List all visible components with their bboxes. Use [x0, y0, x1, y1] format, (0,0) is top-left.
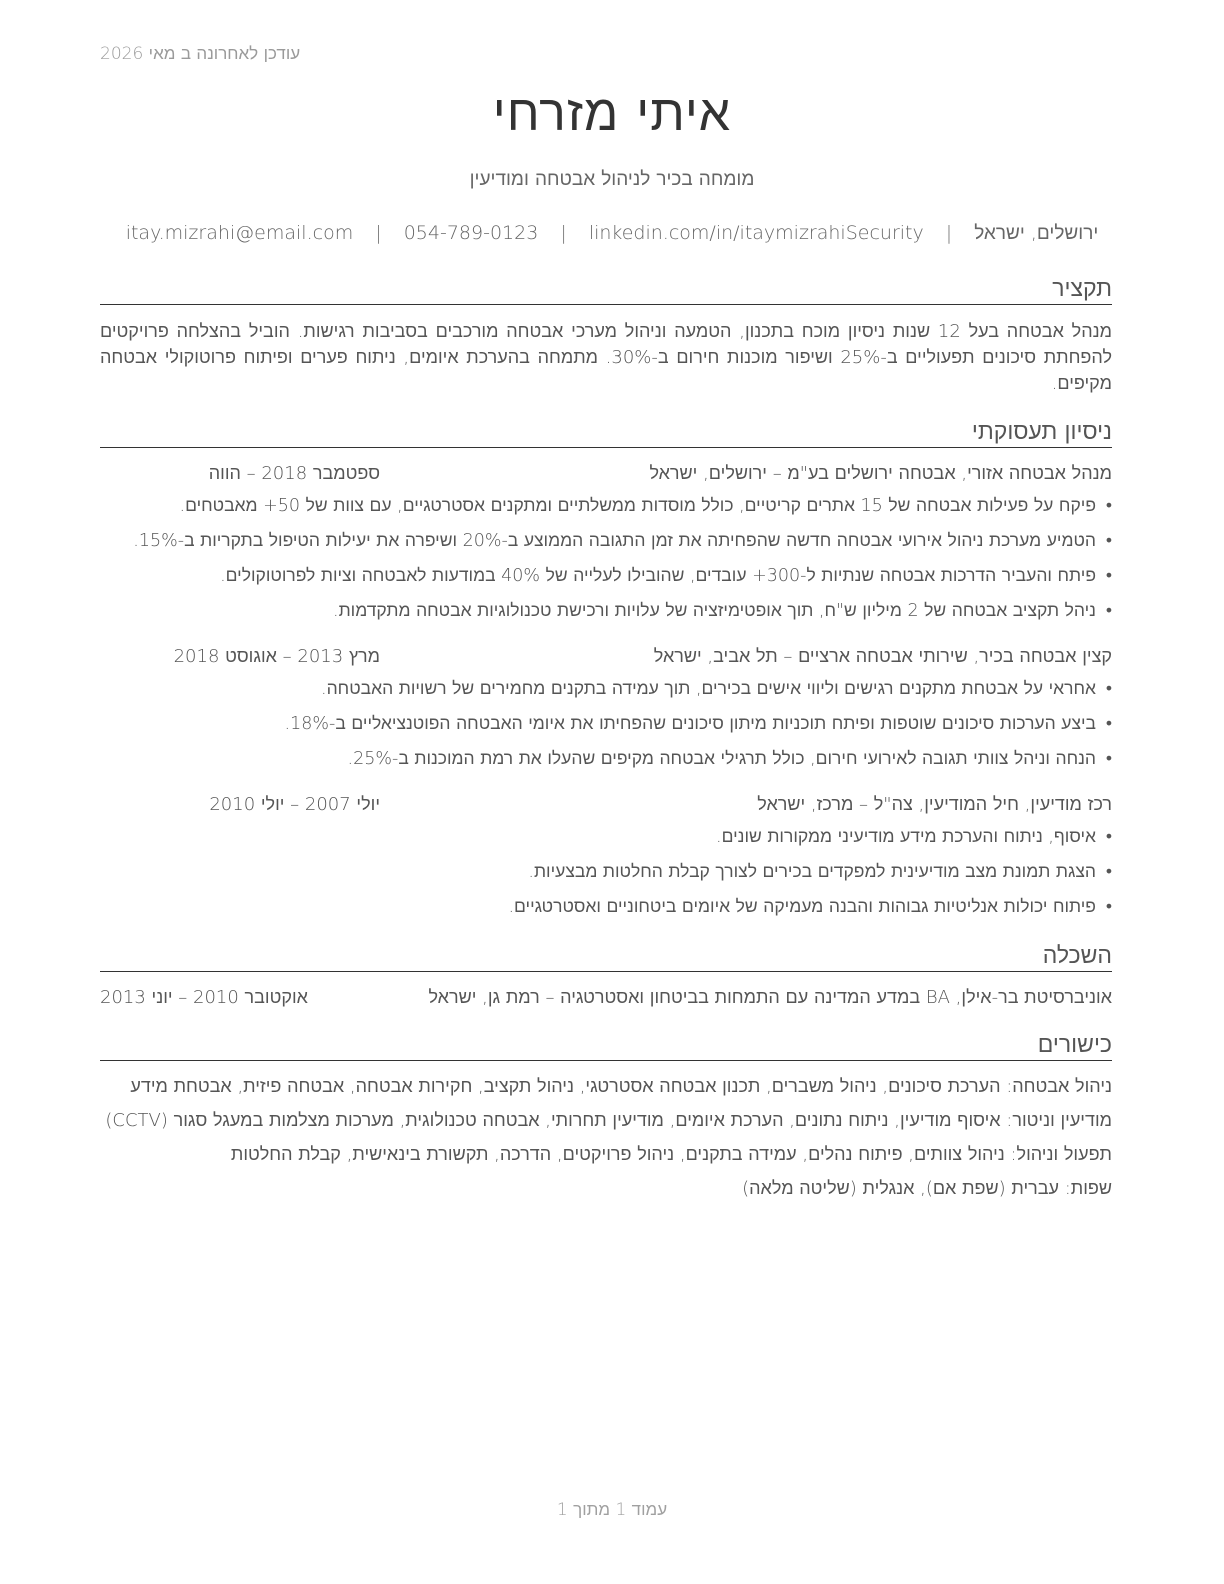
- summary-text: מנהל אבטחה בעל 12 שנות ניסיון מוכח בתכנון, הטמעה וניהול מערכי אבטחה מורכבים בסביבות רגישות. הוביל בהצלחה פרויקטים להפחתת סיכונים תפעוליים ב-25% ושיפור מוכנות חירום ב-30%. מתמחה בהערכת איומים, ניתוח פערים ופיתוח פרוטוקולי אבטחה מקיפים.: [100, 321, 1112, 394]
- job-bullet: • ניהל תקציב אבטחה של 2 מיליון ש"ח, תוך אופטימיזציה של עלויות ורכישת טכנולוגיות אבטחה מתקדמות.: [100, 599, 1096, 623]
- education-institution: אוניברסיטת בר-אילן, BA במדע המדינה עם התמחות בביטחון ואסטרטגיה – רמת גן, ישראל: [428, 987, 1112, 1008]
- job-dates: יולי 2007 – יולי 2010: [209, 794, 380, 815]
- job-bullet: • ביצע הערכות סיכונים שוטפות ופיתח תוכניות מיתון סיכונים שהפחיתו את איומי האבטחה הפוטנציאליים ב-18%.: [100, 712, 1096, 736]
- job-bullet: • הצגת תמונת מצב מודיעינית למפקדים בכירים לצורך קבלת החלטות מבצעיות.: [100, 860, 1096, 884]
- professional-title: מומחה בכיר לניהול אבטחה ומודיעין: [469, 168, 755, 190]
- job-bullet: • פיקח על פעילות אבטחה של 15 אתרים קריטיים, כולל מוסדות ממשלתיים ומתקנים אסטרטגיים, עם צוות של 50+ מאבטחים.: [100, 494, 1096, 518]
- job-role: קצין אבטחה בכיר, שירותי אבטחה ארציים – תל אביב, ישראל: [653, 646, 1112, 667]
- job-bullet: • פיתח והעביר הדרכות אבטחה שנתיות ל-300+ עובדים, שהובילו לעלייה של 40% במודעות לאבטחה וציות לפרוטוקולים.: [100, 564, 1096, 588]
- skills-line: שפות: עברית (שפת אם), אנגלית (שליטה מלאה): [742, 1178, 1112, 1199]
- contact-phone[interactable]: 054-789-0123: [403, 222, 539, 244]
- resume-content: [100, 274, 1112, 1211]
- contact-separator: |: [945, 222, 953, 244]
- job-entry: [100, 793, 1112, 919]
- contact-separator: |: [560, 222, 567, 244]
- skills-line: מודיעין וניטור: איסוף מודיעין, ניתוח נתונים, הערכת איומים, מודיעין תחרותי, אבטחה טכנולוגית, מערכות מצלמות במעגל סגור (CCTV): [105, 1110, 1112, 1131]
- section-title-education: השכלה: [100, 941, 1112, 972]
- job-bullet: • אחראי על אבטחת מתקנים רגישים וליווי אישים בכירים, תוך עמידה בתקנים מחמירים של רשויות האבטחה.: [100, 677, 1096, 701]
- section-title-skills: כישורים: [100, 1030, 1112, 1061]
- contact-line: [0, 222, 1224, 245]
- job-bullet: • פיתוח יכולות אנליטיות גבוהות והבנה מעמיקה של איומים ביטחוניים ואסטרטגיים.: [100, 895, 1096, 919]
- job-role: מנהל אבטחה אזורי, אבטחה ירושלים בע"מ – ירושלים, ישראל: [649, 463, 1112, 484]
- job-dates: ספטמבר 2018 – הווה: [208, 463, 380, 484]
- job-role: רכז מודיעין, חיל המודיעין, צה"ל – מרכז, ישראל: [757, 794, 1112, 815]
- job-entry: [100, 462, 1112, 623]
- job-bullet: • איסוף, ניתוח והערכת מידע מודיעיני ממקורות שונים.: [100, 825, 1096, 849]
- skills-line: תפעול וניהול: ניהול צוותים, פיתוח נהלים, עמידה בתקנים, ניהול פרויקטים, הדרכה, תקשורת בינאישית, קבלת החלטות: [230, 1144, 1112, 1165]
- job-dates: מרץ 2013 – אוגוסט 2018: [173, 646, 380, 667]
- contact-linkedin[interactable]: linkedin.com/in/itaymizrahiSecurity: [588, 222, 924, 244]
- section-title-experience: ניסיון תעסוקתי: [100, 417, 1112, 448]
- person-name: איתי מזרחי: [492, 84, 732, 142]
- section-title-summary: תקציר: [100, 274, 1112, 305]
- contact-location: ירושלים, ישראל: [974, 222, 1099, 244]
- skills-list: [100, 1075, 1112, 1201]
- job-entry: [100, 645, 1112, 771]
- education-dates: אוקטובר 2010 – יוני 2013: [100, 987, 308, 1008]
- job-bullet: • הטמיע מערכת ניהול אירועי אבטחה חדשה שהפחיתה את זמן התגובה הממוצע ב-20% ושיפרה את יעילות הטיפול בתקריות ב-15%.: [100, 529, 1096, 553]
- page-number: עמוד 1 מתוך 1: [556, 1500, 668, 1520]
- job-bullet: • הנחה וניהל צוותי תגובה לאירועי חירום, כולל תרגילי אבטחה מקיפים שהעלו את רמת המוכנות ב-25%.: [100, 747, 1096, 771]
- contact-separator: |: [375, 222, 382, 244]
- contact-email[interactable]: itay.mizrahi@email.com: [125, 222, 354, 244]
- skills-line: ניהול אבטחה: הערכת סיכונים, ניהול משברים, תכנון אבטחה אסטרטגי, ניהול תקציב, חקירות אבטחה, אבטחה פיזית, אבטחת מידע: [130, 1076, 1112, 1097]
- education-entry: [100, 986, 1112, 1010]
- last-updated: עודכן לאחרונה ב מאי 2026: [100, 44, 301, 64]
